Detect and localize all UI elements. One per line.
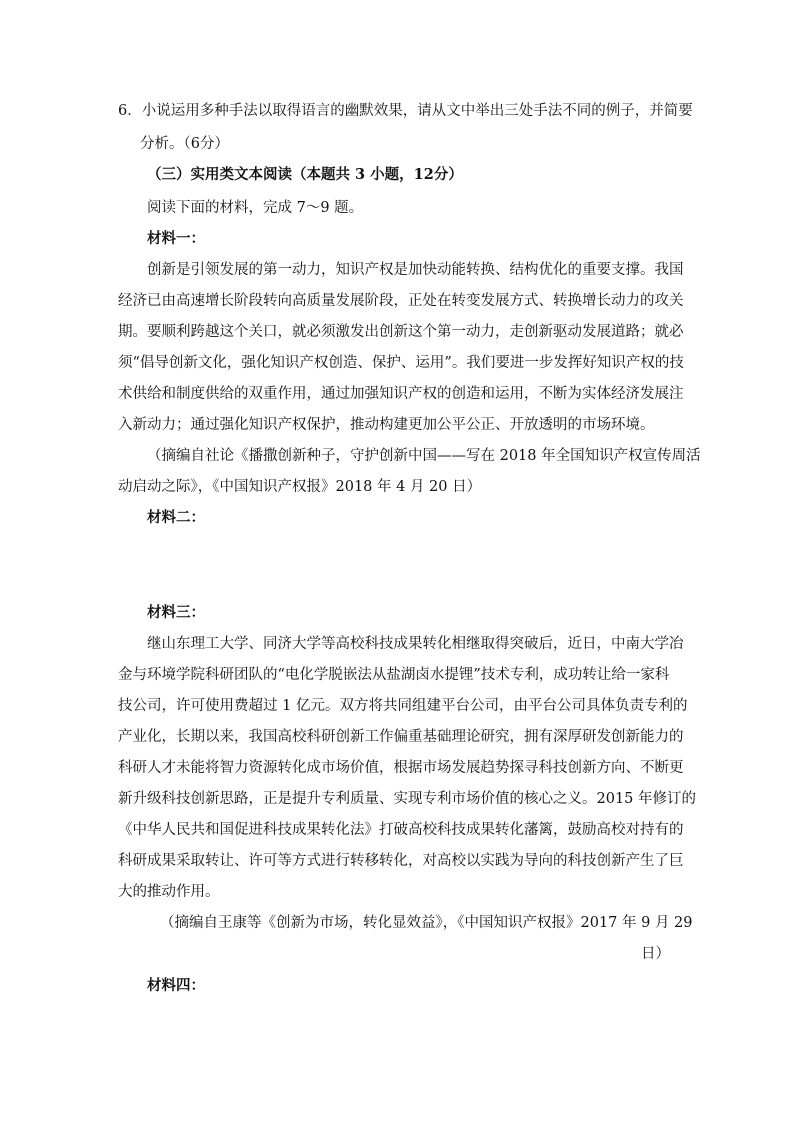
material-3-source-end: 日） [641,946,670,962]
material-3-line: 科研人才未能将智力资源转化成市场价值，根据市场发展趋势探寻科技创新方向、不断更 [118,760,684,776]
material-3-line: 技公司，许可使用费超过 1 亿元。双方将共同组建平台公司，由平台公司具体负责专利的 [118,698,688,714]
material-1-line: 须“倡导创新文化，强化知识产权创造、保护、运用”。我们要进一步发挥好知识产权的技 [118,355,684,371]
material-1-line: 入新动力；通过强化知识产权保护，推动构建更加公平公正、开放透明的市场环境。 [118,417,655,433]
section-heading: （三）实用类文本阅读（本题共 3 小题，12分） [147,166,463,183]
material-3-line: 大的推动作用。 [118,884,220,900]
material-3-line: 新升级科技创新思路，正是提升专利质量、实现专利市场价值的核心之义。2015 年修订的 [118,791,697,807]
material-3-line: 金与环境学院科研团队的“电化学脱嵌法从盐湖卤水提锂”技术专利，成功转让给一家科 [118,667,670,683]
material-1-line: 期。要顺利跨越这个关口，就必须激发出创新这个第一动力，走创新驱动发展道路；就必 [118,324,684,340]
material-2-label: 材料二： [147,509,205,526]
material-1-label: 材料一： [147,230,205,247]
section-instruction: 阅读下面的材料，完成 7～9 题。 [147,200,364,216]
material-1-line: 创新是引领发展的第一动力，知识产权是加快动能转换、结构优化的重要支撑。我国 [147,262,684,278]
material-3-line: 科研成果采取转让、许可等方式进行转移转化，对高校以实践为导向的科技创新产生了巨 [118,853,684,869]
material-3-line: 《中华人民共和国促进科技成果转化法》打破高校科技成果转化藩篱，鼓励高校对持有的 [118,822,684,838]
question-6-line-1: 6．小说运用多种手法以取得语言的幽默效果，请从文中举出三处手法不同的例子，并简要 [118,103,693,119]
question-6-line-2: 分析。（6分） [140,136,229,152]
material-3-line: 继山东理工大学、同济大学等高校科技成果转化相继取得突破后，近日，中南大学冶 [147,636,684,652]
material-1-line: 经济已由高速增长阶段转向高质量发展阶段，正处在转变发展方式、转换增长动力的攻关 [118,293,684,309]
material-4-label: 材料四： [147,977,205,994]
material-1-source: （摘编自社论《播撒创新种子，守护创新中国——写在 2018 年全国知识产权宣传周活 [147,448,701,464]
material-1-line: 术供给和制度供给的双重作用，通过加强知识产权的创造和运用，不断为实体经济发展注 [118,386,684,402]
material-3-source: （摘编自王康等《创新为市场，转化显效益》，《中国知识产权报》2017 年 9 月 29 [160,915,693,931]
material-1-source: 动启动之际》，《中国知识产权报》2018 年 4 月 20 日） [118,479,482,495]
material-3-label: 材料三： [147,604,205,621]
material-3-line: 产业化，长期以来，我国高校科研创新工作偏重基础理论研究，拥有深厚研发创新能力的 [118,729,684,745]
